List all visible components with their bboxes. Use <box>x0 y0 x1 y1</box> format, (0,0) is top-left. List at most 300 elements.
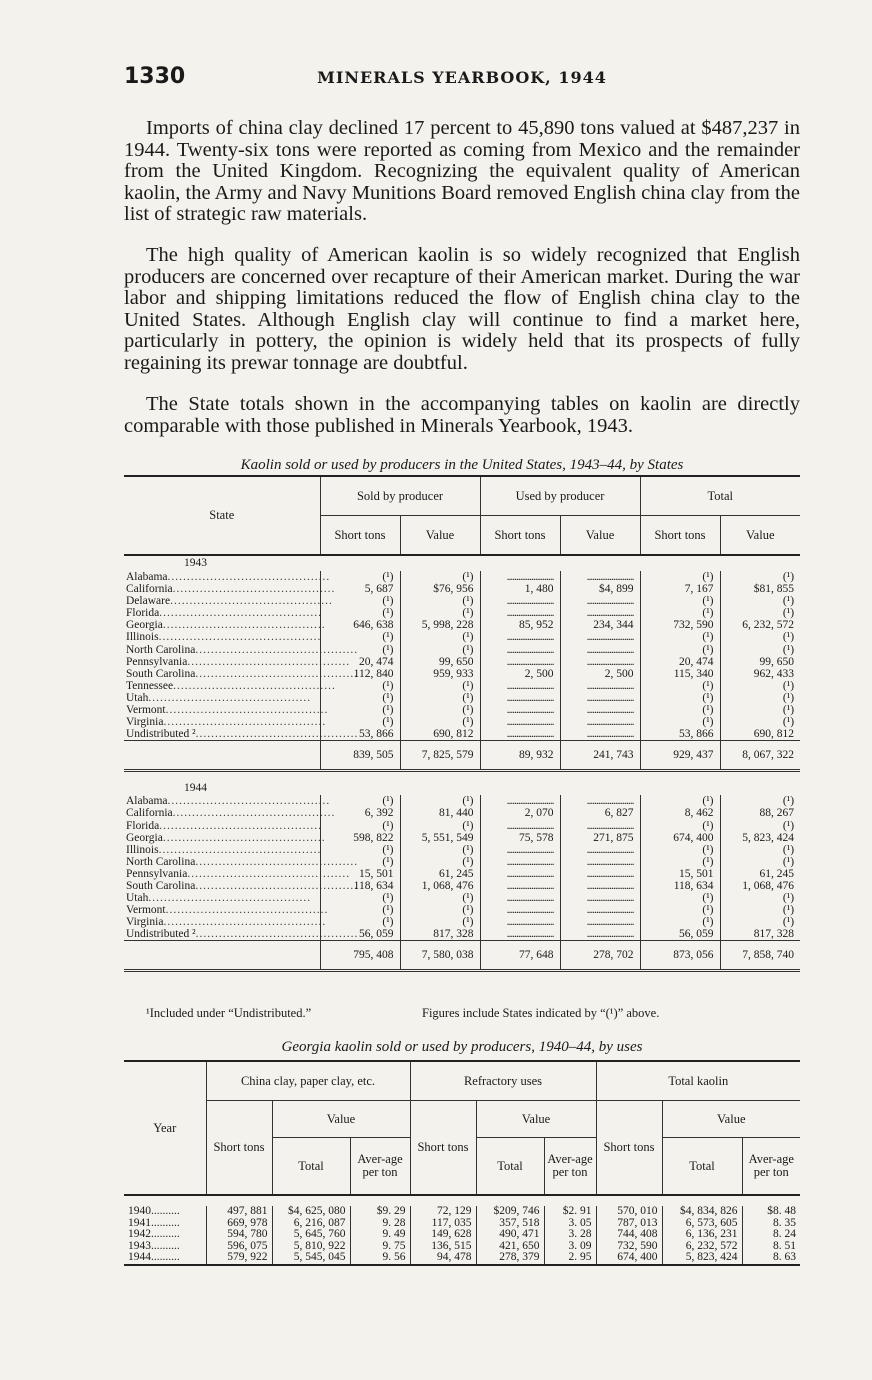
col-header-total: Total <box>640 476 800 516</box>
table-cell: 53, 866 <box>320 728 400 741</box>
table-cell: 6, 827 <box>560 807 640 819</box>
total-cell: 8, 067, 322 <box>720 741 800 771</box>
table-cell: $76, 956 <box>400 583 480 595</box>
table-cell: (¹) <box>720 571 800 583</box>
table1-caption: Kaolin sold or used by producers in the United States, 1943–44, by States <box>240 457 684 473</box>
table-cell: 674, 400 <box>596 1252 662 1265</box>
table-cell: 85, 952 <box>480 619 560 631</box>
table-cell: (¹) <box>400 795 480 807</box>
empty-cell: ......................... <box>480 892 560 904</box>
col-header-china-clay: China clay, paper clay, etc. <box>206 1061 410 1101</box>
table-cell: 56, 059 <box>320 928 400 941</box>
table-cell: 5, 823, 424 <box>720 832 800 844</box>
table-cell: (¹) <box>320 892 400 904</box>
table-cell: 6, 232, 572 <box>662 1241 742 1253</box>
empty-cell: ......................... <box>480 795 560 807</box>
table-cell: (¹) <box>640 704 720 716</box>
table-row <box>124 692 800 704</box>
empty-cell: ......................... <box>560 928 640 941</box>
table-cell: 8, 462 <box>640 807 720 819</box>
table-cell: (¹) <box>720 692 800 704</box>
table-cell: (¹) <box>400 916 480 928</box>
empty-cell: ......................... <box>560 795 640 807</box>
georgia-kaolin-table <box>124 1060 800 1266</box>
table-cell: 9. 56 <box>350 1252 410 1265</box>
table-cell: 99, 650 <box>400 656 480 668</box>
table-cell: 421, 650 <box>476 1241 544 1253</box>
table-cell: (¹) <box>640 856 720 868</box>
page-number: 1330 <box>124 64 186 89</box>
table-row <box>124 583 800 595</box>
table-cell: 3. 28 <box>544 1229 596 1241</box>
table-cell: (¹) <box>640 916 720 928</box>
table-cell: $81, 855 <box>720 583 800 595</box>
table-cell: 99, 650 <box>720 656 800 668</box>
table-cell: $4, 834, 826 <box>662 1206 742 1218</box>
table-cell: (¹) <box>320 571 400 583</box>
empty-cell: ......................... <box>560 820 640 832</box>
empty-cell: ......................... <box>480 880 560 892</box>
col-header-short-tons: Short tons <box>206 1101 272 1196</box>
table-cell: (¹) <box>640 680 720 692</box>
col-header-value: Value <box>662 1101 800 1138</box>
empty-cell: ......................... <box>480 644 560 656</box>
page-header <box>124 64 800 94</box>
total-cell: 929, 437 <box>640 741 720 771</box>
table-row <box>124 704 800 716</box>
table-row <box>124 868 800 880</box>
state-name: Tennessee.......................................... <box>126 679 336 692</box>
table-cell: 115, 340 <box>640 668 720 680</box>
state-name: Illinois.......................................... <box>126 631 322 644</box>
table-row <box>124 631 800 643</box>
table-cell: 1, 068, 476 <box>720 880 800 892</box>
table-cell: (¹) <box>400 904 480 916</box>
table-cell: 94, 478 <box>410 1252 476 1265</box>
total-cell: 77, 648 <box>480 941 560 971</box>
empty-cell: ......................... <box>560 916 640 928</box>
empty-cell: ......................... <box>480 856 560 868</box>
table-cell: (¹) <box>720 892 800 904</box>
table-cell: 118, 634 <box>640 880 720 892</box>
table-cell: 594, 780 <box>206 1229 272 1241</box>
state-name: Vermont.......................................... <box>126 904 329 917</box>
state-name: Undistributed ².......................................... <box>126 728 359 741</box>
col-header-value: Value <box>720 516 800 556</box>
table-cell: (¹) <box>320 916 400 928</box>
table-cell: (¹) <box>640 904 720 916</box>
section-year: 1944 <box>184 781 207 794</box>
running-title: MINERALS YEARBOOK, 1944 <box>317 68 607 87</box>
table-cell: (¹) <box>400 692 480 704</box>
table-cell: 61, 245 <box>720 868 800 880</box>
table-cell: 5, 687 <box>320 583 400 595</box>
table-cell: 5, 823, 424 <box>662 1252 742 1265</box>
col-header-value: Value <box>476 1101 596 1138</box>
table-row <box>124 716 800 728</box>
empty-cell: ......................... <box>480 631 560 643</box>
table-cell: 9. 28 <box>350 1218 410 1230</box>
empty-cell: ......................... <box>480 656 560 668</box>
year-cell: 1943.......... <box>128 1239 180 1252</box>
col-header-short-tons: Short tons <box>640 516 720 556</box>
table-cell: $4, 625, 080 <box>272 1206 350 1218</box>
table-cell: 497, 881 <box>206 1206 272 1218</box>
total-cell: 89, 932 <box>480 741 560 771</box>
paragraph-quality: The high quality of American kaolin is so widely recognized that English producers are concerned over recapture of their American market. During the war labor and shipping limitations reduced the flow of English china clay to the United States. Although English clay will continue to find a market here, particularly in pottery, the opinion is widely held that its prospects of fully regaining its prewar tonnage are doubtful. <box>124 244 800 374</box>
table-cell: (¹) <box>720 680 800 692</box>
state-name: South Carolina.......................................... <box>126 667 359 680</box>
col-header-value: Value <box>400 516 480 556</box>
table-cell: (¹) <box>640 820 720 832</box>
col-header-total: Total <box>662 1138 742 1196</box>
table-cell: (¹) <box>640 692 720 704</box>
table-cell: (¹) <box>640 844 720 856</box>
table-cell: 1, 068, 476 <box>400 880 480 892</box>
table-cell: $8. 48 <box>742 1206 800 1218</box>
table-cell: $4, 899 <box>560 583 640 595</box>
empty-cell: ......................... <box>560 656 640 668</box>
empty-cell: ......................... <box>480 595 560 607</box>
col-header-used: Used by producer <box>480 476 640 516</box>
section-year-row <box>124 555 800 571</box>
table-cell: 690, 812 <box>400 728 480 741</box>
table1-body <box>124 555 800 971</box>
total-cell: 278, 702 <box>560 941 640 971</box>
table-cell: 7, 167 <box>640 583 720 595</box>
table-cell: (¹) <box>400 595 480 607</box>
state-name: Georgia.......................................... <box>126 831 326 844</box>
table-row <box>124 1252 800 1265</box>
table-cell: 570, 010 <box>596 1206 662 1218</box>
table2-body <box>124 1195 800 1265</box>
table-cell: 744, 408 <box>596 1229 662 1241</box>
table-row <box>124 916 800 928</box>
table-cell: (¹) <box>320 704 400 716</box>
empty-cell: ......................... <box>560 892 640 904</box>
table-cell: 6, 392 <box>320 807 400 819</box>
table-row <box>124 607 800 619</box>
empty-cell: ......................... <box>480 928 560 941</box>
table-cell: 2. 95 <box>544 1252 596 1265</box>
year-cell: 1942.......... <box>128 1228 180 1241</box>
table-cell: 669, 978 <box>206 1218 272 1230</box>
table-cell: (¹) <box>720 631 800 643</box>
empty-cell: ......................... <box>560 644 640 656</box>
empty-cell: ......................... <box>560 856 640 868</box>
table-cell: (¹) <box>400 892 480 904</box>
table-cell: 9. 75 <box>350 1241 410 1253</box>
table-row <box>124 844 800 856</box>
state-name: South Carolina.......................................... <box>126 879 359 892</box>
table-cell: 136, 515 <box>410 1241 476 1253</box>
empty-cell: ......................... <box>560 680 640 692</box>
table2-caption: Georgia kaolin sold or used by producers, 1940–44, by uses <box>281 1039 643 1055</box>
table-cell: 598, 822 <box>320 832 400 844</box>
empty-cell: ......................... <box>560 904 640 916</box>
table-cell: (¹) <box>720 844 800 856</box>
table-cell: 9. 49 <box>350 1229 410 1241</box>
state-name: California.......................................... <box>126 583 336 596</box>
empty-cell: ......................... <box>560 728 640 741</box>
table-cell: (¹) <box>320 904 400 916</box>
table-row <box>124 656 800 668</box>
empty-cell: ......................... <box>480 571 560 583</box>
table-cell: (¹) <box>720 595 800 607</box>
table-cell: 3. 09 <box>544 1241 596 1253</box>
total-cell: 241, 743 <box>560 741 640 771</box>
table-cell: 690, 812 <box>720 728 800 741</box>
table-cell: (¹) <box>400 631 480 643</box>
year-cell: 1941.......... <box>128 1216 180 1229</box>
col-header-state: State <box>124 476 320 555</box>
state-name: Utah.......................................... <box>126 892 312 905</box>
col-header-short-tons: Short tons <box>410 1101 476 1196</box>
empty-cell: ......................... <box>560 868 640 880</box>
col-header-value: Value <box>272 1101 410 1138</box>
table-cell: 962, 433 <box>720 668 800 680</box>
table-cell: 6, 232, 572 <box>720 619 800 631</box>
table-cell: (¹) <box>320 856 400 868</box>
col-header-sold: Sold by producer <box>320 476 480 516</box>
state-name: Delaware.......................................... <box>126 595 333 608</box>
kaolin-by-state-table <box>124 475 800 972</box>
table-cell: (¹) <box>320 607 400 619</box>
table-cell: (¹) <box>640 631 720 643</box>
footnote-1: ¹Included under “Undistributed.” <box>146 1006 312 1020</box>
table-row <box>124 1206 800 1218</box>
table-row <box>124 928 800 941</box>
state-name: California.......................................... <box>126 807 336 820</box>
col-header-total-kaolin: Total kaolin <box>596 1061 800 1101</box>
col-header-year: Year <box>124 1061 206 1195</box>
table-cell: 6, 136, 231 <box>662 1229 742 1241</box>
total-cell: 839, 505 <box>320 741 400 771</box>
state-name: Virginia.......................................... <box>126 716 327 729</box>
table-row <box>124 807 800 819</box>
empty-cell: ......................... <box>560 571 640 583</box>
col-header-short-tons: Short tons <box>480 516 560 556</box>
table-row <box>124 832 800 844</box>
table-cell: (¹) <box>720 644 800 656</box>
state-name: Alabama.......................................... <box>126 795 331 808</box>
empty-cell: ......................... <box>480 844 560 856</box>
empty-cell: ......................... <box>480 680 560 692</box>
empty-cell: ......................... <box>560 607 640 619</box>
col-header-average: Aver-age per ton <box>350 1138 410 1196</box>
empty-cell: ......................... <box>480 868 560 880</box>
section-year: 1943 <box>184 557 207 570</box>
table-cell: 278, 379 <box>476 1252 544 1265</box>
state-name: Florida.......................................... <box>126 607 322 620</box>
table-cell: 117, 035 <box>410 1218 476 1230</box>
year-cell: 1944.......... <box>124 1252 206 1265</box>
table-cell: 6, 573, 605 <box>662 1218 742 1230</box>
table-cell: 234, 344 <box>560 619 640 631</box>
table-cell: (¹) <box>400 680 480 692</box>
empty-cell: ......................... <box>480 916 560 928</box>
table-cell: 8. 35 <box>742 1218 800 1230</box>
table-cell: (¹) <box>400 571 480 583</box>
state-name: Florida.......................................... <box>126 819 322 832</box>
table-row <box>124 904 800 916</box>
table-cell: 817, 328 <box>720 928 800 941</box>
footnote-2: Figures include States indicated by “(¹)” above. <box>422 1006 660 1020</box>
col-header-short-tons: Short tons <box>596 1101 662 1196</box>
table-cell: 20, 474 <box>320 656 400 668</box>
table-cell: (¹) <box>720 704 800 716</box>
table-cell: $9. 29 <box>350 1206 410 1218</box>
empty-cell: ......................... <box>480 820 560 832</box>
table-cell: 8. 51 <box>742 1241 800 1253</box>
table-row <box>124 795 800 807</box>
col-header-average: Aver-age per ton <box>742 1138 800 1196</box>
empty-cell: ......................... <box>480 607 560 619</box>
table-cell: 357, 518 <box>476 1218 544 1230</box>
empty-cell: ......................... <box>480 728 560 741</box>
col-header-short-tons: Short tons <box>320 516 400 556</box>
table-cell: 5, 545, 045 <box>272 1252 350 1265</box>
table-cell: (¹) <box>640 892 720 904</box>
empty-cell: ......................... <box>480 716 560 728</box>
table-cell: (¹) <box>640 595 720 607</box>
total-cell: 7, 858, 740 <box>720 941 800 971</box>
table-cell: (¹) <box>720 916 800 928</box>
table-cell: 271, 875 <box>560 832 640 844</box>
table-cell: 787, 013 <box>596 1218 662 1230</box>
table-cell: 15, 501 <box>320 868 400 880</box>
table-row <box>124 668 800 680</box>
table-cell: 72, 129 <box>410 1206 476 1218</box>
table-cell: (¹) <box>640 795 720 807</box>
table-cell: 53, 866 <box>640 728 720 741</box>
total-cell: 7, 580, 038 <box>400 941 480 971</box>
table-cell: 959, 933 <box>400 668 480 680</box>
table-cell: 5, 551, 549 <box>400 832 480 844</box>
table-cell: (¹) <box>400 607 480 619</box>
table-cell: 596, 075 <box>206 1241 272 1253</box>
empty-cell: ......................... <box>560 704 640 716</box>
empty-cell: ......................... <box>480 904 560 916</box>
table-cell: (¹) <box>320 795 400 807</box>
table-cell: 61, 245 <box>400 868 480 880</box>
table-cell: 5, 810, 922 <box>272 1241 350 1253</box>
table-cell: 579, 922 <box>206 1252 272 1265</box>
table-cell: (¹) <box>720 820 800 832</box>
table-cell: 674, 400 <box>640 832 720 844</box>
table-cell: 2, 070 <box>480 807 560 819</box>
table-cell: (¹) <box>320 644 400 656</box>
empty-cell: ......................... <box>560 692 640 704</box>
table-row <box>124 728 800 741</box>
table-cell: 15, 501 <box>640 868 720 880</box>
table-cell: (¹) <box>320 844 400 856</box>
table-cell: (¹) <box>720 856 800 868</box>
table-cell: (¹) <box>720 795 800 807</box>
table-cell: (¹) <box>720 716 800 728</box>
table-cell: (¹) <box>400 820 480 832</box>
table-row <box>124 595 800 607</box>
table-row <box>124 571 800 583</box>
table-cell: 81, 440 <box>400 807 480 819</box>
col-header-average: Aver-age per ton <box>544 1138 596 1196</box>
table-cell: 6, 216, 087 <box>272 1218 350 1230</box>
table-cell: (¹) <box>640 644 720 656</box>
state-name: Pennsylvania.......................................... <box>126 867 351 880</box>
table-cell: 75, 578 <box>480 832 560 844</box>
empty-cell: ......................... <box>480 704 560 716</box>
table-cell: 732, 590 <box>640 619 720 631</box>
table-row <box>124 856 800 868</box>
table-row <box>124 820 800 832</box>
table-cell: (¹) <box>400 644 480 656</box>
col-header-total: Total <box>272 1138 350 1196</box>
paragraph-state-totals: The State totals shown in the accompanying tables on kaolin are directly comparable with those published in Minerals Yearbook, 1943. <box>124 393 800 437</box>
table-cell: 8. 63 <box>742 1252 800 1265</box>
state-name: Illinois.......................................... <box>126 843 322 856</box>
table-cell: 2, 500 <box>560 668 640 680</box>
table-row <box>124 644 800 656</box>
table-cell: 149, 628 <box>410 1229 476 1241</box>
paragraph-imports: Imports of china clay declined 17 percent to 45,890 tons valued at $487,237 in 1944. Twenty-six tons were reported as coming from Mexico and the remainder from the United Kingdom. Recognizing the equivalent quality of American kaolin, the Army and Navy Munitions Board removed English china clay from the list of strategic raw materials. <box>124 117 800 226</box>
table-cell: (¹) <box>320 631 400 643</box>
table-cell: 3. 05 <box>544 1218 596 1230</box>
state-name: Utah.......................................... <box>126 691 312 704</box>
table-cell: (¹) <box>400 704 480 716</box>
table-cell: (¹) <box>640 571 720 583</box>
empty-cell: ......................... <box>560 880 640 892</box>
state-name: Georgia.......................................... <box>126 619 326 632</box>
year-cell: 1940.......... <box>128 1205 180 1217</box>
empty-cell: ......................... <box>560 631 640 643</box>
table-cell: (¹) <box>720 904 800 916</box>
section-year-row <box>124 780 800 795</box>
table-row <box>124 619 800 631</box>
table-cell: 5, 645, 760 <box>272 1229 350 1241</box>
col-header-refractory: Refractory uses <box>410 1061 596 1101</box>
state-name: Pennsylvania.......................................... <box>126 655 351 668</box>
table-cell: 56, 059 <box>640 928 720 941</box>
table-cell: (¹) <box>320 680 400 692</box>
table-cell: 817, 328 <box>400 928 480 941</box>
table-cell: 646, 638 <box>320 619 400 631</box>
table-cell: (¹) <box>640 716 720 728</box>
state-name: Undistributed ².......................................... <box>126 928 359 941</box>
state-name: North Carolina.......................................... <box>126 643 359 656</box>
table-cell: 20, 474 <box>640 656 720 668</box>
total-cell: 7, 825, 579 <box>400 741 480 771</box>
table-cell: (¹) <box>400 856 480 868</box>
total-cell: 873, 056 <box>640 941 720 971</box>
table-cell: (¹) <box>320 716 400 728</box>
table-cell: 8. 24 <box>742 1229 800 1241</box>
table-row <box>124 892 800 904</box>
table-cell: 2, 500 <box>480 668 560 680</box>
table-row <box>124 880 800 892</box>
total-row <box>124 941 800 971</box>
state-name: Vermont.......................................... <box>126 704 329 717</box>
table-cell: (¹) <box>320 595 400 607</box>
total-cell: 795, 408 <box>320 941 400 971</box>
table-cell: (¹) <box>320 820 400 832</box>
empty-cell: ......................... <box>560 595 640 607</box>
table-cell: 88, 267 <box>720 807 800 819</box>
state-name: Virginia.......................................... <box>126 916 327 929</box>
table-cell: $2. 91 <box>544 1206 596 1218</box>
table-cell: 490, 471 <box>476 1229 544 1241</box>
table-cell: 1, 480 <box>480 583 560 595</box>
col-header-total: Total <box>476 1138 544 1196</box>
